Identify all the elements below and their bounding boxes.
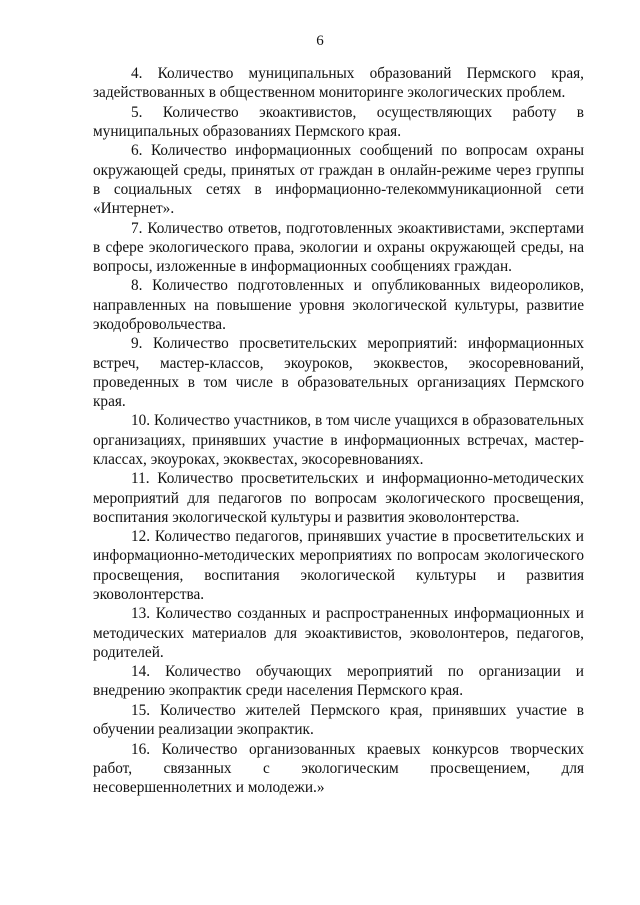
list-item-4: 4. Количество муниципальных образований Пермского края, задействованных в общественном мониторинге экологических проблем. xyxy=(93,65,584,102)
list-item-15: 15. Количество жителей Пермского края, принявших участие в обучении реализации экопрактик. xyxy=(93,701,584,739)
list-item-13: 13. Количество созданных и распространенных информационных и методических материалов для экоактивистов, эковолонтеров, педагогов, родителей. xyxy=(93,605,584,661)
list-item-5: 5. Количество экоактивистов, осуществляющих работу в муниципальных образованиях Пермского края. xyxy=(93,103,584,140)
list-item-11: 11. Количество просветительских и информационно-методических мероприятий для педагогов по вопросам экологического просвещения, воспитания экологической культуры и развития эковолонтерства. xyxy=(93,470,584,526)
page-number: 6 xyxy=(316,33,324,49)
document-body xyxy=(93,64,584,798)
list-item-10: 10. Количество участников, в том числе учащихся в образовательных организациях, принявших участие в информационных встречах, мастер-классах, экоуроках, экоквестах, экосоревнованиях. xyxy=(93,412,584,468)
list-item-6: 6. Количество информационных сообщений по вопросам охраны окружающей среды, принятых от граждан в онлайн-режиме через группы в социальных сетях в информационно-телекоммуникационной сети «Интернет». xyxy=(93,142,584,218)
list-item-8: 8. Количество подготовленных и опубликованных видеороликов, направленных на повышение уровня экологической культуры, развитие экодобровольчества. xyxy=(93,277,584,333)
list-item-12: 12. Количество педагогов, принявших участие в просветительских и информационно-методических мероприятиях по вопросам экологического просвещения, воспитания экологической культуры и развития эковолонтерства. xyxy=(93,528,584,603)
list-item-9: 9. Количество просветительских мероприятий: информационных встреч, мастер-классов, экоуроков, экоквестов, экосоревнований, проведенных в том числе в образовательных организациях Пермского края. xyxy=(93,335,584,410)
list-item-16: 16. Количество организованных краевых конкурсов творческих работ, связанных с экологическим просвещением, для несовершеннолетних и молодежи.» xyxy=(93,740,584,797)
list-item-7: 7. Количество ответов, подготовленных экоактивистами, экспертами в сфере экологического права, экологии и охраны окружающей среды, на вопросы, изложенные в информационных сообщениях граждан. xyxy=(93,219,584,275)
list-item-14: 14. Количество обучающих мероприятий по организации и внедрению экопрактик среди населения Пермского края. xyxy=(93,663,584,700)
